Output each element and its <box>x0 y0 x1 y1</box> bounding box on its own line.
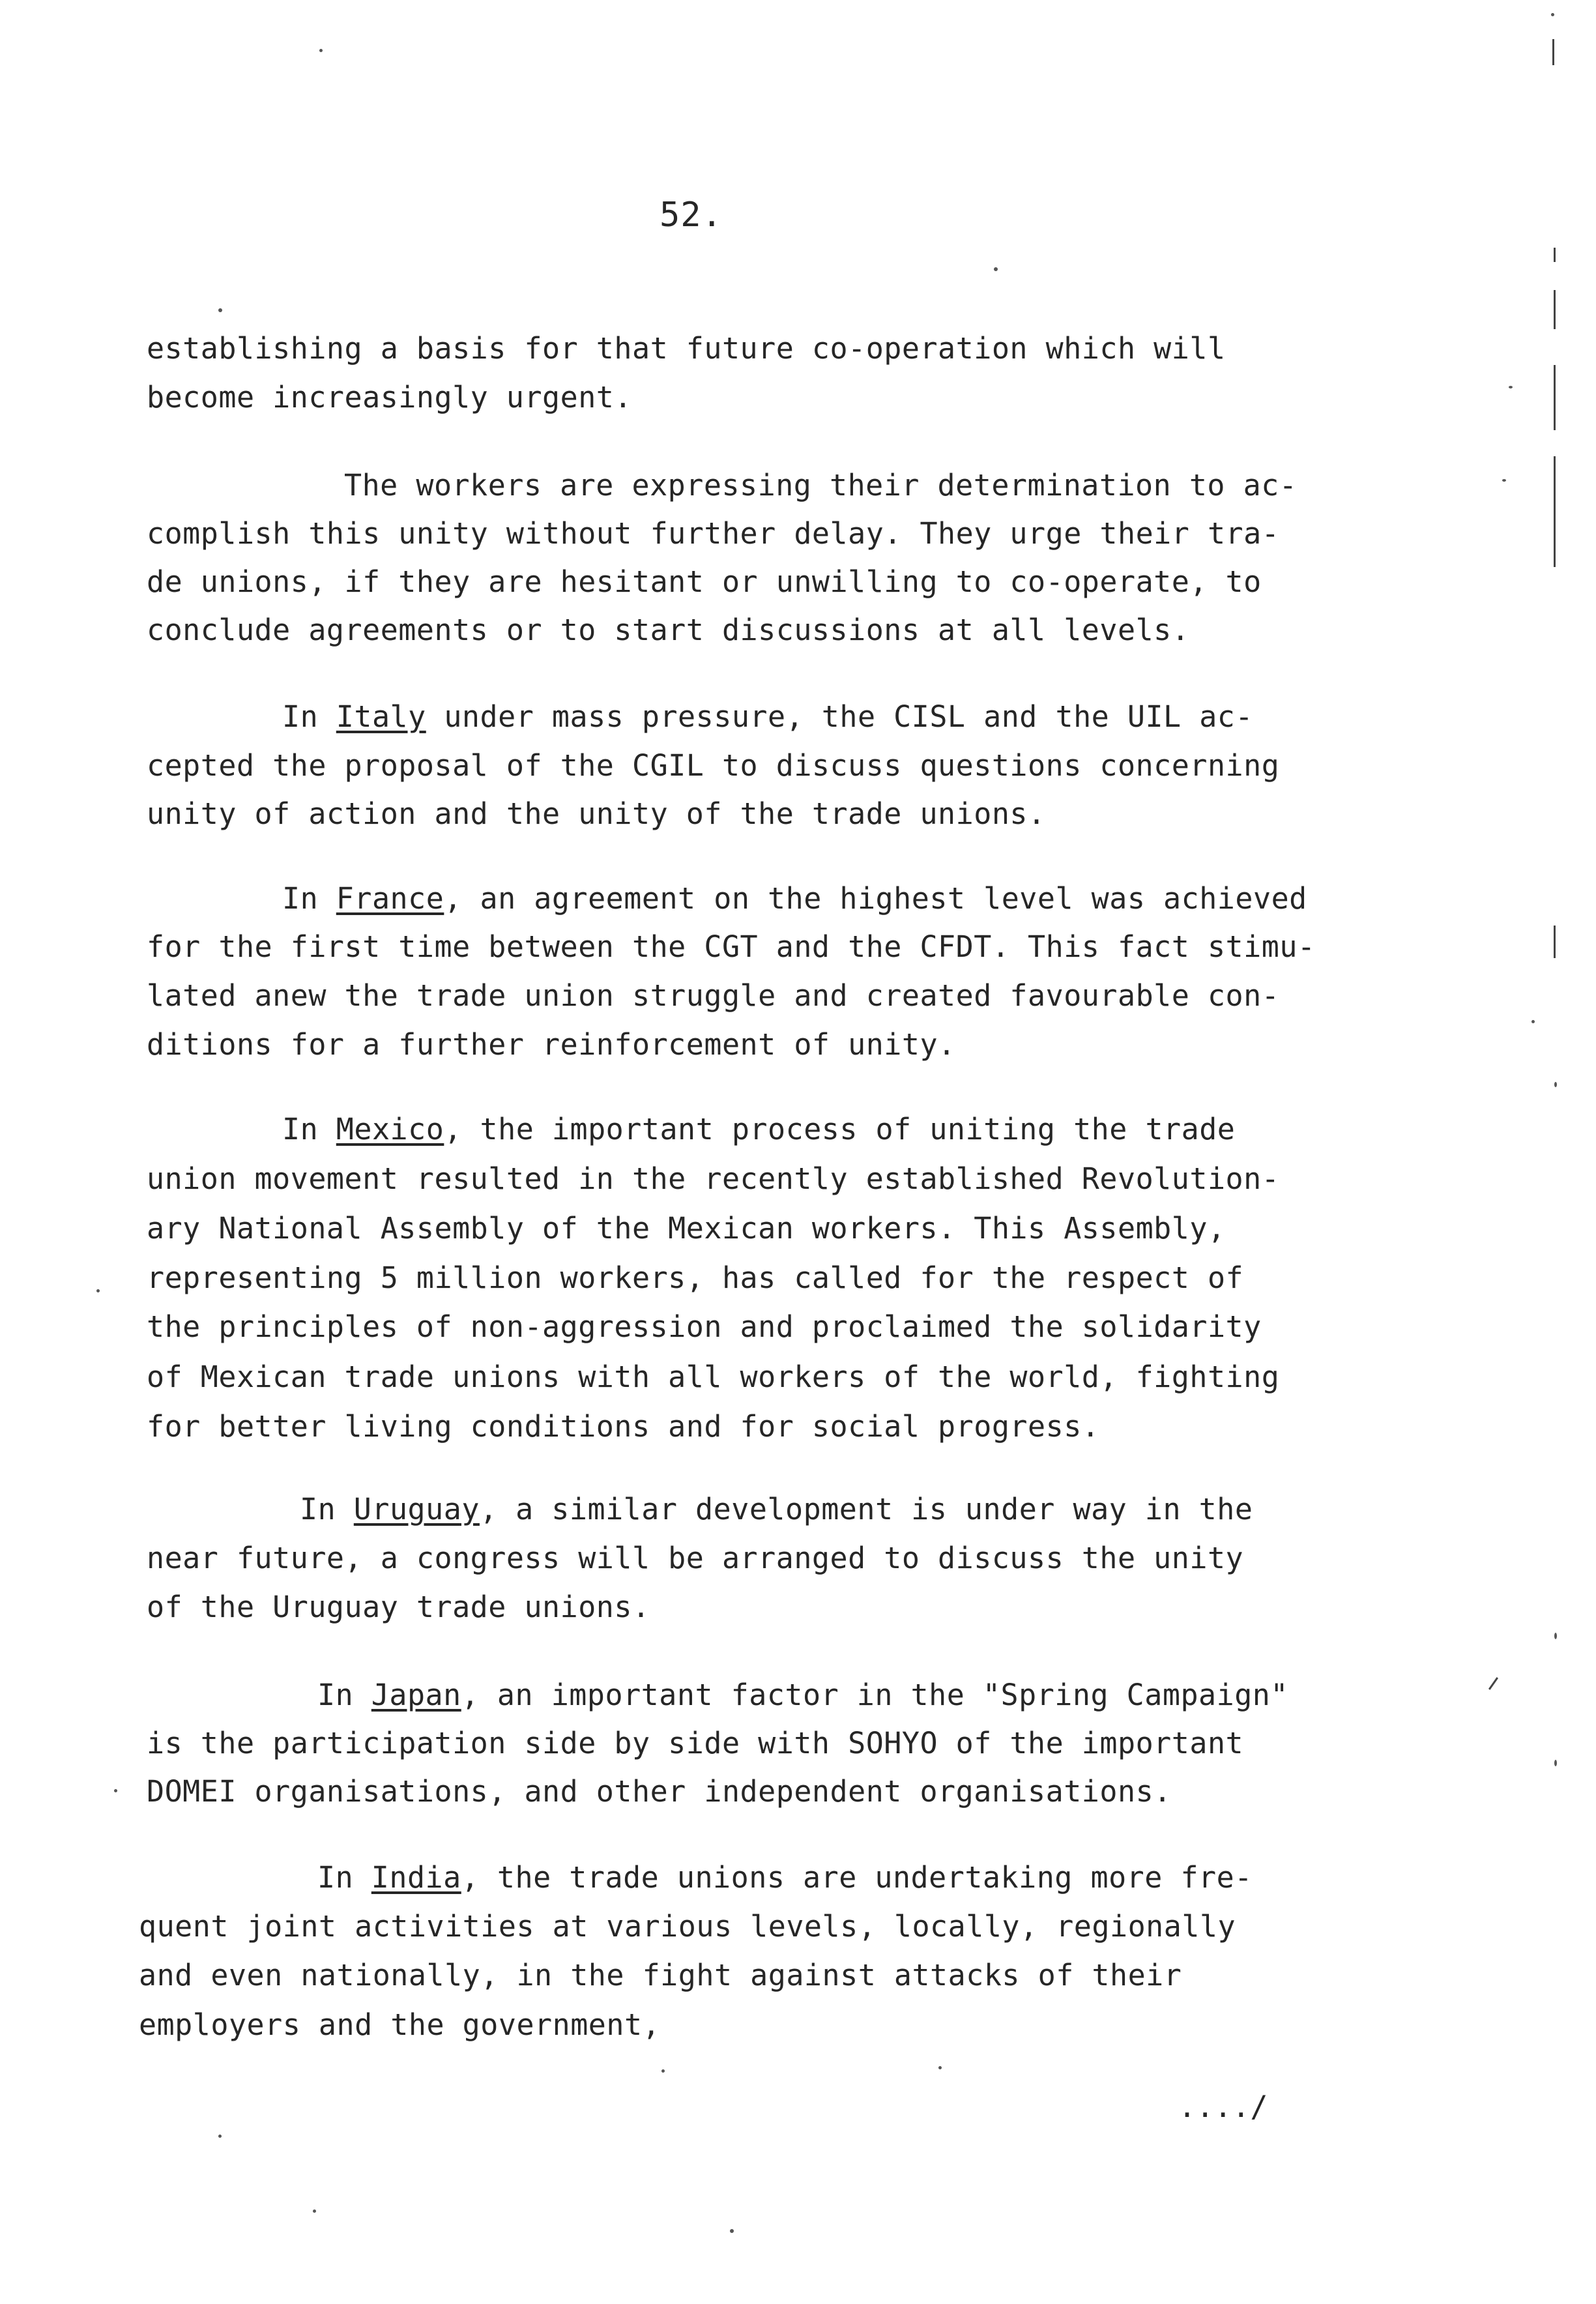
scan-speck <box>313 2209 316 2213</box>
scan-speck <box>1554 1082 1557 1087</box>
text-line: complish this unity without further delay. They urge their tra- <box>147 516 1280 551</box>
text-line: and even nationally, in the fight against attacks of their <box>139 1958 1182 1992</box>
text-line: cepted the proposal of the CGIL to discuss questions concerning <box>147 748 1280 783</box>
text-line: DOMEI organisations, and other independent organisations. <box>147 1774 1172 1809</box>
first-line-rest: , a similar development is under way in the <box>479 1492 1253 1526</box>
page-number: 52. <box>660 196 723 235</box>
text-line: union movement resulted in the recently established Revolution- <box>147 1161 1280 1196</box>
paragraph-first-line <box>317 1860 1253 1895</box>
country-name: France <box>336 881 444 916</box>
paragraph-first-line <box>282 881 1307 916</box>
text-line: The workers are expressing their determination to ac- <box>344 468 1298 503</box>
margin-mark <box>1488 1677 1498 1690</box>
text-line: is the participation side by side with SOHYO of the important <box>147 1726 1244 1760</box>
margin-mark <box>1552 39 1554 65</box>
text-line: employers and the government, <box>139 2007 661 2042</box>
first-line-rest: , an agreement on the highest level was achieved <box>444 881 1307 916</box>
scan-speck <box>1509 386 1513 388</box>
in-word: In <box>282 699 319 734</box>
country-name: Japan <box>371 1678 461 1712</box>
paragraph-first-line <box>282 1112 1236 1146</box>
country-name: India <box>371 1860 461 1895</box>
text-line: of the Uruguay trade unions. <box>147 1590 650 1624</box>
text-line: ary National Assembly of the Mexican workers. This Assembly, <box>147 1211 1226 1246</box>
scan-speck <box>730 2229 734 2233</box>
scan-speck <box>96 1289 100 1292</box>
in-word: In <box>317 1678 354 1712</box>
in-word: In <box>300 1492 336 1526</box>
margin-mark <box>1554 248 1556 262</box>
first-line-rest: , the trade unions are undertaking more fre- <box>461 1860 1253 1895</box>
text-line: of Mexican trade unions with all workers of the world, fighting <box>147 1360 1280 1394</box>
scan-speck <box>319 49 323 52</box>
scan-speck <box>1502 479 1506 482</box>
country-name: Mexico <box>336 1112 444 1146</box>
in-word: In <box>282 1112 319 1146</box>
scan-speck <box>218 308 222 312</box>
text-line: lated anew the trade union struggle and created favourable con- <box>147 978 1280 1013</box>
margin-mark <box>1554 365 1556 430</box>
first-line-rest: , an important factor in the "Spring Campaign" <box>461 1678 1288 1712</box>
scan-speck <box>938 2066 942 2069</box>
text-line: ditions for a further reinforcement of unity. <box>147 1027 956 1062</box>
margin-mark <box>1554 456 1556 567</box>
paragraph-first-line <box>300 1492 1253 1526</box>
text-line: for the first time between the CGT and the CFDT. This fact stimu- <box>147 929 1316 964</box>
text-line: conclude agreements or to start discussions at all levels. <box>147 613 1190 647</box>
scan-speck <box>1554 1633 1557 1639</box>
scan-speck <box>1554 1760 1557 1766</box>
in-word: In <box>317 1860 354 1895</box>
scan-speck <box>1531 1020 1535 1023</box>
in-word: In <box>282 881 319 916</box>
scan-speck <box>218 2135 222 2138</box>
text-line: the principles of non-aggression and proclaimed the solidarity <box>147 1309 1262 1344</box>
scan-speck <box>114 1789 117 1792</box>
margin-mark <box>1554 926 1556 958</box>
scan-speck <box>661 2069 665 2073</box>
paragraph-first-line <box>317 1680 1288 1710</box>
country-name: Uruguay <box>353 1492 480 1526</box>
scan-speck <box>994 267 998 271</box>
continuation-mark: ..../ <box>1178 2090 1268 2124</box>
first-line-rest: under mass pressure, the CISL and the UIL ac- <box>426 699 1253 734</box>
text-line: unity of action and the unity of the trade unions. <box>147 796 1046 831</box>
text-line: become increasingly urgent. <box>147 380 632 415</box>
paragraph-first-line <box>282 699 1253 734</box>
country-name: Italy <box>336 699 426 734</box>
text-line: quent joint activities at various levels, locally, regionally <box>139 1909 1236 1944</box>
text-line: near future, a congress will be arranged to discuss the unity <box>147 1541 1244 1575</box>
text-line: de unions, if they are hesitant or unwilling to co-operate, to <box>147 564 1262 599</box>
text-line: for better living conditions and for social progress. <box>147 1409 1100 1444</box>
margin-mark <box>1554 290 1556 329</box>
first-line-rest: , the important process of uniting the trade <box>444 1112 1236 1146</box>
text-line: establishing a basis for that future co-operation which will <box>147 331 1226 366</box>
scan-speck <box>1551 13 1554 16</box>
text-line: representing 5 million workers, has called for the respect of <box>147 1261 1244 1295</box>
